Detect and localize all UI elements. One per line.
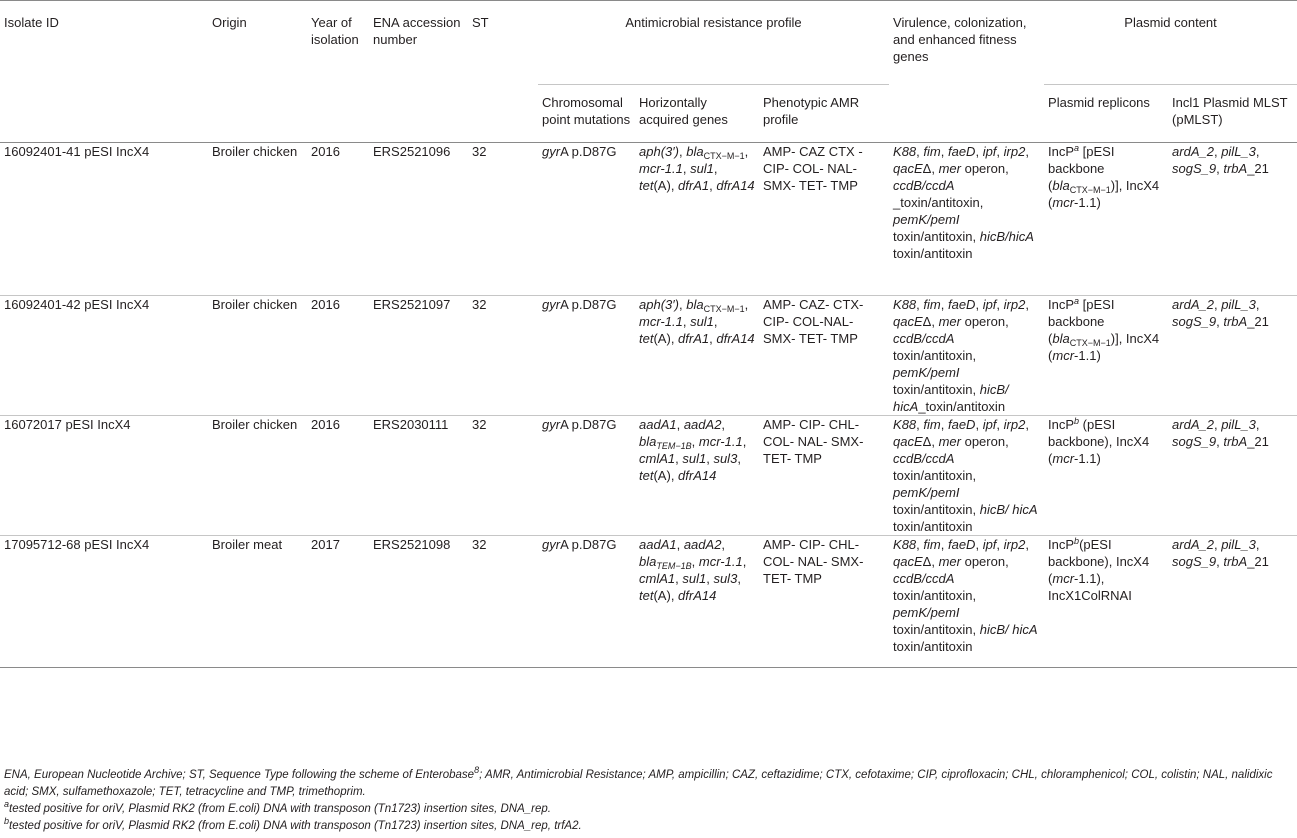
cell-st: 32 <box>468 296 538 416</box>
cell-chromosomal: gyrA p.D87G <box>538 416 635 536</box>
cell-pmlst: ardA_2, pilL_3, sogS_9, trbA_21 <box>1168 536 1297 668</box>
cell-phenotypic: AMP- CIP- CHL- COL- NAL- SMX- TET- TMP <box>759 536 889 668</box>
cell-virulence: K88, fim, faeD, ipf, irp2, qacEΔ, mer operon, ccdB/ccdA toxin/antitoxin, pemK/pemI toxin/antitoxin, hicB/ hicA_toxin/antitoxin <box>889 296 1044 416</box>
table-row <box>0 296 1297 416</box>
cell-pmlst: ardA_2, pilL_3, sogS_9, trbA_21 <box>1168 143 1297 296</box>
cell-ena: ERS2521098 <box>369 536 468 668</box>
cell-isolate: 16092401-42 pESI IncX4 <box>0 296 208 416</box>
cell-origin: Broiler meat <box>208 536 307 668</box>
cell-year: 2016 <box>307 416 369 536</box>
cell-isolate: 17095712-68 pESI IncX4 <box>0 536 208 668</box>
cell-replicons: IncP$^a$ [pESI backbone (bla$_{CTX-M-1}$)], IncX4 (mcr-1.1) <box>1044 143 1168 296</box>
cell-phenotypic: AMP- CAZ- CTX- CIP- COL-NAL-SMX- TET- TMP <box>759 296 889 416</box>
cell-replicons: IncP$^a$ [pESI backbone (bla$_{CTX-M-1}$)], IncX4 (mcr-1.1) <box>1044 296 1168 416</box>
cell-phenotypic: AMP- CIP- CHL- COL- NAL- SMX- TET- TMP <box>759 416 889 536</box>
cell-horizontal: aph(3′), bla$_{CTX-M-1}$, mcr-1.1, sul1, tet(A), dfrA1, dfrA14 <box>635 296 759 416</box>
cell-ena: ERS2521097 <box>369 296 468 416</box>
header-replicons: Plasmid replicons <box>1044 85 1168 143</box>
cell-year: 2016 <box>307 143 369 296</box>
footnote-a: $^a$tested positive for oriV, Plasmid RK2 (from E.coli) DNA with transposon (Tn1723) insertion sites, DNA_rep. <box>4 799 551 815</box>
cell-ena: ERS2521096 <box>369 143 468 296</box>
cell-pmlst: ardA_2, pilL_3, sogS_9, trbA_21 <box>1168 416 1297 536</box>
cell-virulence: K88, fim, faeD, ipf, irp2, qacEΔ, mer operon, ccdB/ccdA toxin/antitoxin, pemK/pemI toxin/antitoxin, hicB/ hicA toxin/antitoxin <box>889 536 1044 668</box>
header-chromosomal: Chromosomal point mutations <box>538 85 635 143</box>
cell-replicons: IncP$^b$ (pESI backbone), IncX4 (mcr-1.1) <box>1044 416 1168 536</box>
cell-horizontal: aph(3′), bla$_{CTX-M-1}$, mcr-1.1, sul1, tet(A), dfrA1, dfrA14 <box>635 143 759 296</box>
cell-origin: Broiler chicken <box>208 296 307 416</box>
cell-chromosomal: gyrA p.D87G <box>538 536 635 668</box>
header-amr: Antimicrobial resistance profile <box>538 1 889 85</box>
header-phenotypic: Phenotypic AMR profile <box>759 85 889 143</box>
cell-replicons: IncP$^b$(pESI backbone), IncX4 (mcr-1.1), IncX1ColRNAI <box>1044 536 1168 668</box>
cell-st: 32 <box>468 536 538 668</box>
cell-chromosomal: gyrA p.D87G <box>538 296 635 416</box>
header-isolate-id: Isolate ID <box>0 1 208 143</box>
header-pmlst: Incl1 Plasmid MLST (pMLST) <box>1168 85 1297 143</box>
cell-virulence: K88, fim, faeD, ipf, irp2, qacEΔ, mer operon, ccdB/ccdA _toxin/antitoxin, pemK/pemI toxin/antitoxin, hicB/hicA toxin/antitoxin <box>889 143 1044 296</box>
cell-st: 32 <box>468 416 538 536</box>
cell-origin: Broiler chicken <box>208 416 307 536</box>
cell-horizontal: aadA1, aadA2, bla$_{TEM-1B}$, mcr-1.1, cmlA1, sul1, sul3, tet(A), dfrA14 <box>635 536 759 668</box>
header-horizontal: Horizontally acquired genes <box>635 85 759 143</box>
header-year: Year of isolation <box>307 1 369 143</box>
header-ena: ENA accession number <box>369 1 468 143</box>
cell-horizontal: aadA1, aadA2, bla$_{TEM-1B}$, mcr-1.1, cmlA1, sul1, sul3, tet(A), dfrA14 <box>635 416 759 536</box>
header-plasmid: Plasmid content <box>1044 1 1297 85</box>
header-virulence: Virulence, colonization, and enhanced fitness genes <box>889 1 1044 143</box>
cell-virulence: K88, fim, faeD, ipf, irp2, qacEΔ, mer operon, ccdB/ccdA toxin/antitoxin, pemK/pemI toxin/antitoxin, hicB/ hicA toxin/antitoxin <box>889 416 1044 536</box>
table-row <box>0 536 1297 668</box>
cell-ena: ERS2030111 <box>369 416 468 536</box>
header-origin: Origin <box>208 1 307 143</box>
footnote-abbreviations: ENA, European Nucleotide Archive; ST, Sequence Type following the scheme of Enterobase$^8$; AMR, Antimicrobial Resistance; AMP, ampicillin; CAZ, ceftazidime; CTX, cefotaxime; CIP, ciprofloxacin; CHL, chloramphenicol; COL, colistin; NAL, nalidixic acid; SMX, sulfamethoxazole; TET, tetracycline and TMP, trimethoprim. <box>4 765 1273 798</box>
table-row <box>0 143 1297 296</box>
footnote-b: $^b$tested positive for oriV, Plasmid RK2 (from E.coli) DNA with transposon (Tn1723) insertion sites, DNA_rep, trfA2. <box>4 816 582 832</box>
cell-origin: Broiler chicken <box>208 143 307 296</box>
cell-chromosomal: gyrA p.D87G <box>538 143 635 296</box>
cell-pmlst: ardA_2, pilL_3, sogS_9, trbA_21 <box>1168 296 1297 416</box>
header-st: ST <box>468 1 538 143</box>
cell-isolate: 16092401-41 pESI IncX4 <box>0 143 208 296</box>
cell-isolate: 16072017 pESI IncX4 <box>0 416 208 536</box>
cell-phenotypic: AMP- CAZ CTX - CIP- COL- NAL- SMX- TET- TMP <box>759 143 889 296</box>
table-row <box>0 416 1297 536</box>
table-footnotes <box>4 767 1294 835</box>
cell-st: 32 <box>468 143 538 296</box>
cell-year: 2016 <box>307 296 369 416</box>
cell-year: 2017 <box>307 536 369 668</box>
